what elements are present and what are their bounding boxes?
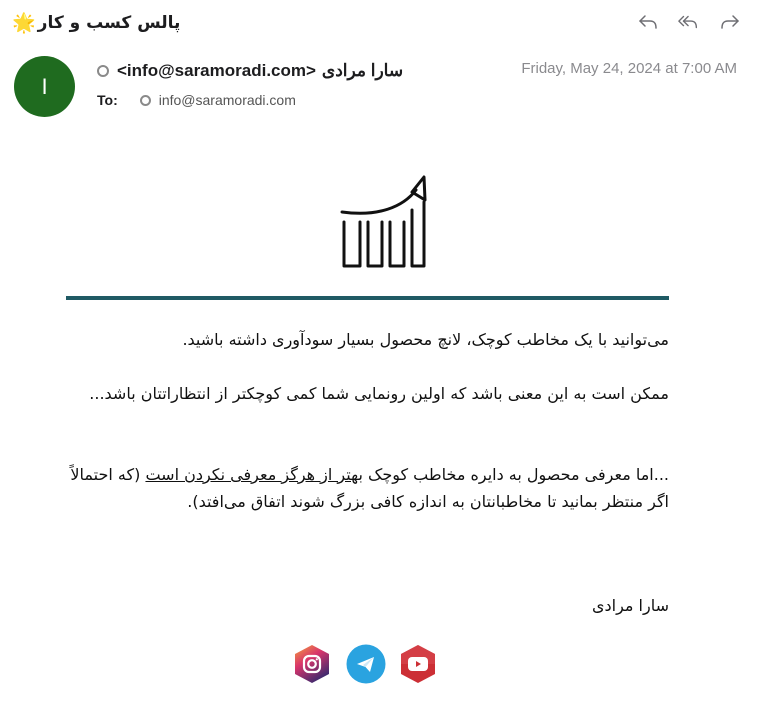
telegram-icon [346,644,386,684]
telegram-link[interactable] [346,644,384,684]
body-paragraph-1: می‌توانید با یک مخاطب کوچک، لانچ محصول بسیار سودآوری داشته باشید. [182,330,669,349]
p3-start: ...اما معرفی محصول به دایره مخاطب کوچک [362,465,669,484]
signature: سارا مرادی [591,596,669,615]
content-divider [66,296,669,300]
forward-button[interactable] [718,12,740,32]
sender-status-icon [97,65,109,77]
sender-row[interactable] [97,61,403,81]
email-subject [12,10,180,36]
subject-text: پالس کسب و کار [37,13,181,33]
body-paragraph-3 [66,461,669,515]
recipient-email[interactable]: info@saramoradi.com [158,92,296,108]
reply-icon [638,13,660,31]
reply-all-button[interactable] [678,12,700,32]
sender-email: <info@saramoradi.com> [117,61,316,80]
p3-end: (که احتمالاً اگر منتظر بمانید تا مخاطبانتان به اندازه کافی بزرگ شوند اتفاق می‌افتد). [70,465,669,511]
instagram-icon [293,644,331,684]
underlined-phrase: بهتر از هرگز معرفی نکردن است [145,465,363,484]
glowing-star-icon: 🌟 [12,11,36,34]
youtube-icon [399,644,437,684]
social-links [293,644,437,684]
to-label: To: [97,92,118,108]
sender-avatar: I [14,56,75,117]
recipient-status-icon [140,95,151,106]
growth-chart-icon [338,172,428,272]
sender-name: سارا مرادی [321,61,404,80]
reply-all-icon [678,13,700,31]
youtube-link[interactable] [399,644,437,684]
body-paragraph-2: ممکن است به این معنی باشد که اولین رونمایی شما کمی کوچکتر از انتظاراتتان باشد... [89,384,669,403]
instagram-link[interactable] [293,644,331,684]
sent-date: Friday, May 24, 2024 at 7:00 AM [521,60,737,77]
recipient-row [97,92,296,108]
reply-button[interactable] [638,12,660,32]
forward-icon [718,13,740,31]
message-actions [638,12,740,32]
